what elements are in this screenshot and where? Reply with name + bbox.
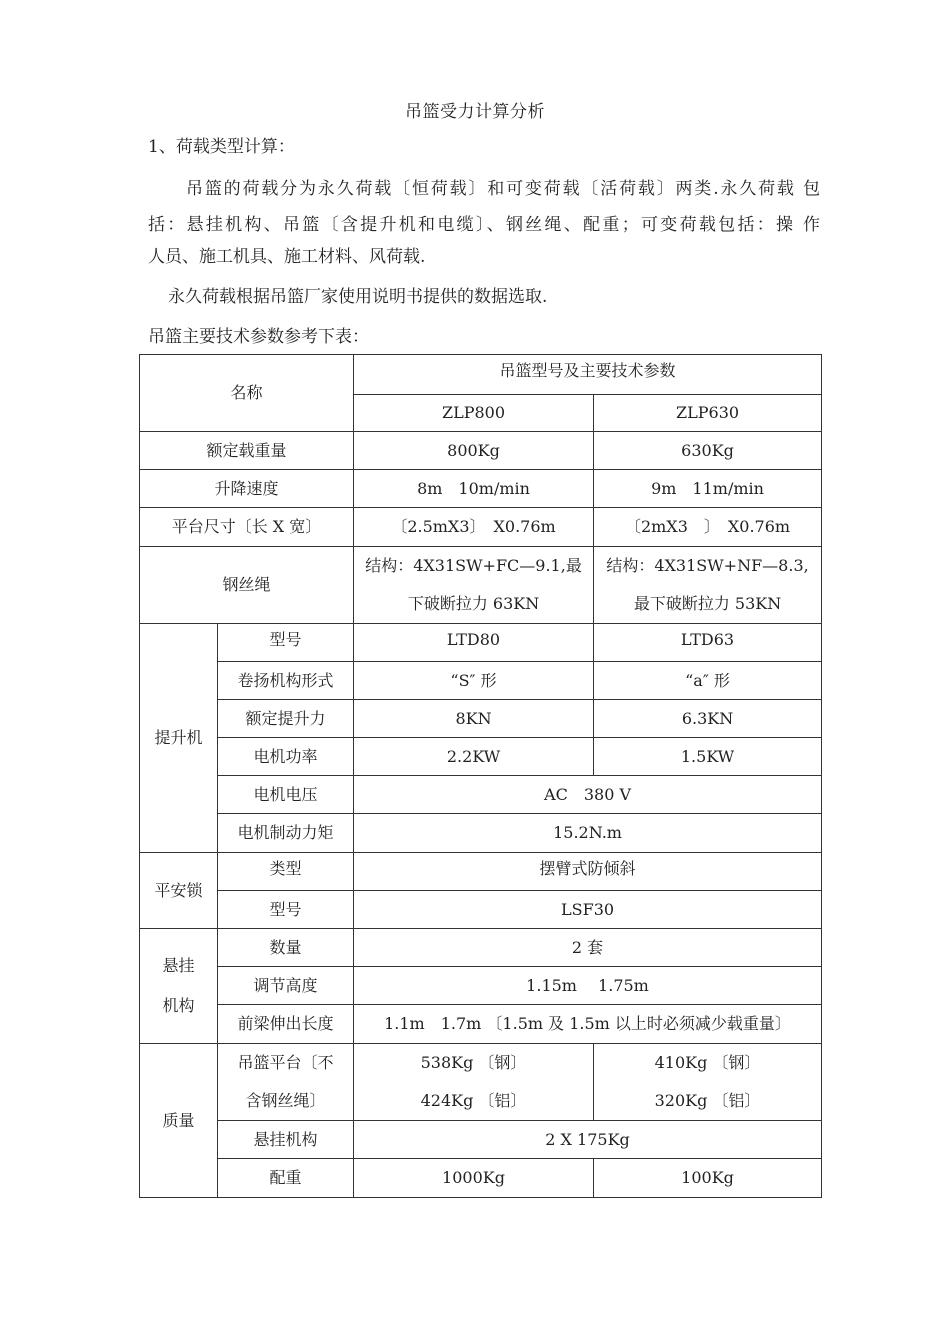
name-header: 名称 [140, 355, 354, 432]
group-label: 质量 [140, 1044, 218, 1198]
row-label: 型号 [218, 891, 354, 929]
group-label-line: 悬挂 [162, 956, 195, 975]
group-label: 平安锁 [140, 853, 218, 929]
cell-value: 8KN [354, 700, 594, 738]
cell-line: 410Kg 〔钢〕 [654, 1053, 761, 1072]
cell-line: 424Kg 〔铝〕 [420, 1091, 527, 1110]
cell-value: 6.3KN [594, 700, 822, 738]
cell-value: LTD63 [594, 624, 822, 662]
cell-value: 9m 11m/min [594, 470, 822, 508]
cell-line: 结构：4X31SW+NF—8.3, [606, 556, 809, 575]
cell-value: 1.15m 1.75m [354, 967, 822, 1005]
cell-line: 最下破断拉力 53KN [633, 594, 782, 613]
row-label: 电机功率 [218, 738, 354, 776]
cell-value [594, 1044, 822, 1121]
cell-value [354, 547, 594, 624]
cell-line: 吊篮平台〔不 [237, 1053, 334, 1072]
cell-value: LSF30 [354, 891, 822, 929]
cell-value: 摆臂式防倾斜 [354, 853, 822, 891]
cell-value: 1.1m 1.7m 〔1.5m 及 1.5m 以上时必须减少载重量〕 [354, 1005, 822, 1044]
paragraph-text: 永久荷载根据吊篮厂家使用说明书提供的数据选取. [168, 287, 548, 307]
row-label: 额定载重量 [140, 432, 354, 470]
cell-line: 结构：4X31SW+FC—9.1,最 [365, 556, 582, 575]
cell-value: “S″ 形 [354, 662, 594, 700]
row-label: 数量 [218, 929, 354, 967]
cell-value: 800Kg [354, 432, 594, 470]
row-label: 电机制动力矩 [218, 814, 354, 853]
cell-line: 538Kg 〔钢〕 [420, 1053, 527, 1072]
row-label: 卷扬机构形式 [218, 662, 354, 700]
cell-value: LTD80 [354, 624, 594, 662]
paragraph-line: 吊篮的荷载分为永久荷载〔恒荷载〕和可变荷载〔活荷载〕两类.永久荷载 包 [186, 179, 820, 199]
row-label: 钢丝绳 [140, 547, 354, 624]
row-label: 配重 [218, 1159, 354, 1198]
cell-line: 下破断拉力 63KN [407, 594, 540, 613]
row-label: 调节高度 [218, 967, 354, 1005]
paragraph-line: 人员、施工机具、施工材料、风荷载. [148, 247, 426, 267]
cell-value: 100Kg [594, 1159, 822, 1198]
cell-value: 〔2mX3 〕 X0.76m [594, 508, 822, 547]
group-label: 提升机 [140, 624, 218, 853]
cell-value: 2.2KW [354, 738, 594, 776]
cell-value: “a″ 形 [594, 662, 822, 700]
row-label: 类型 [218, 853, 354, 891]
model-header: ZLP630 [594, 395, 822, 432]
group-header: 吊篮型号及主要技术参数 [354, 355, 822, 395]
row-label: 电机电压 [218, 776, 354, 814]
cell-value: 8m 10m/min [354, 470, 594, 508]
cell-value: 〔2.5mX3〕 X0.76m [354, 508, 594, 547]
cell-value: 1000Kg [354, 1159, 594, 1198]
cell-value: 2 X 175Kg [354, 1121, 822, 1159]
spec-table [139, 354, 822, 1198]
section-heading: 1、荷载类型计算： [148, 137, 295, 157]
row-label: 型号 [218, 624, 354, 662]
row-label: 平台尺寸〔长 X 宽〕 [140, 508, 354, 547]
row-label [218, 1044, 354, 1121]
cell-value: 2 套 [354, 929, 822, 967]
row-label: 升降速度 [140, 470, 354, 508]
group-label-line: 机构 [162, 996, 195, 1015]
cell-line: 320Kg 〔铝〕 [654, 1091, 761, 1110]
model-header: ZLP800 [354, 395, 594, 432]
cell-value: 630Kg [594, 432, 822, 470]
paragraph-line: 括：悬挂机构、吊篮〔含提升机和电缆〕、钢丝绳、配重；可变荷载包括：操 作 [148, 215, 820, 235]
table-intro: 吊篮主要技术参数参考下表： [148, 327, 369, 347]
cell-value: 15.2N.m [354, 814, 822, 853]
cell-line: 含钢丝绳〕 [245, 1091, 326, 1110]
row-label: 额定提升力 [218, 700, 354, 738]
cell-value [594, 547, 822, 624]
page-title: 吊篮受力计算分析 [405, 102, 545, 122]
cell-value: 1.5KW [594, 738, 822, 776]
row-label: 前梁伸出长度 [218, 1005, 354, 1044]
group-label [140, 929, 218, 1044]
row-label: 悬挂机构 [218, 1121, 354, 1159]
cell-value: AC 380 V [354, 776, 822, 814]
cell-value [354, 1044, 594, 1121]
